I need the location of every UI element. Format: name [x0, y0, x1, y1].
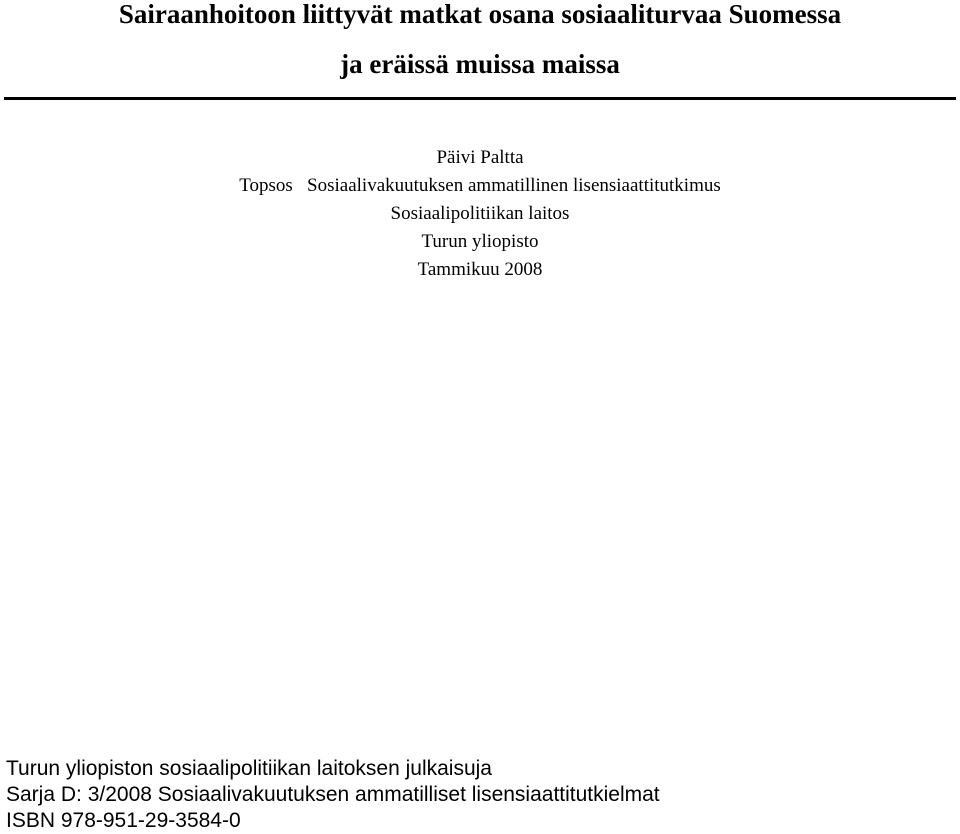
author-name: Päivi Paltta [436, 147, 524, 168]
publisher-line: Turun yliopiston sosiaalipolitiikan laitoksen julkaisuja [6, 757, 492, 780]
university: Turun yliopisto [421, 231, 539, 252]
document-title-line-1: Sairaanhoitoon liittyvät matkat osana sosiaaliturvaa Suomessa [118, 0, 842, 29]
department: Sosiaalipolitiikan laitos [390, 203, 570, 224]
document-title-line-2: ja eräissä muissa maissa [340, 49, 620, 79]
publication-date: Tammikuu 2008 [417, 259, 543, 280]
isbn-line: ISBN 978-951-29-3584-0 [6, 809, 241, 832]
author-block [0, 144, 960, 284]
work-type: Topsos Sosiaalivakuutuksen ammatillinen lisensiaattitutkimus [239, 175, 721, 196]
series-line: Sarja D: 3/2008 Sosiaalivakuutuksen ammatilliset lisensiaattitutkielmat [6, 783, 660, 806]
publication-footer [6, 756, 660, 834]
title-divider [4, 97, 956, 100]
